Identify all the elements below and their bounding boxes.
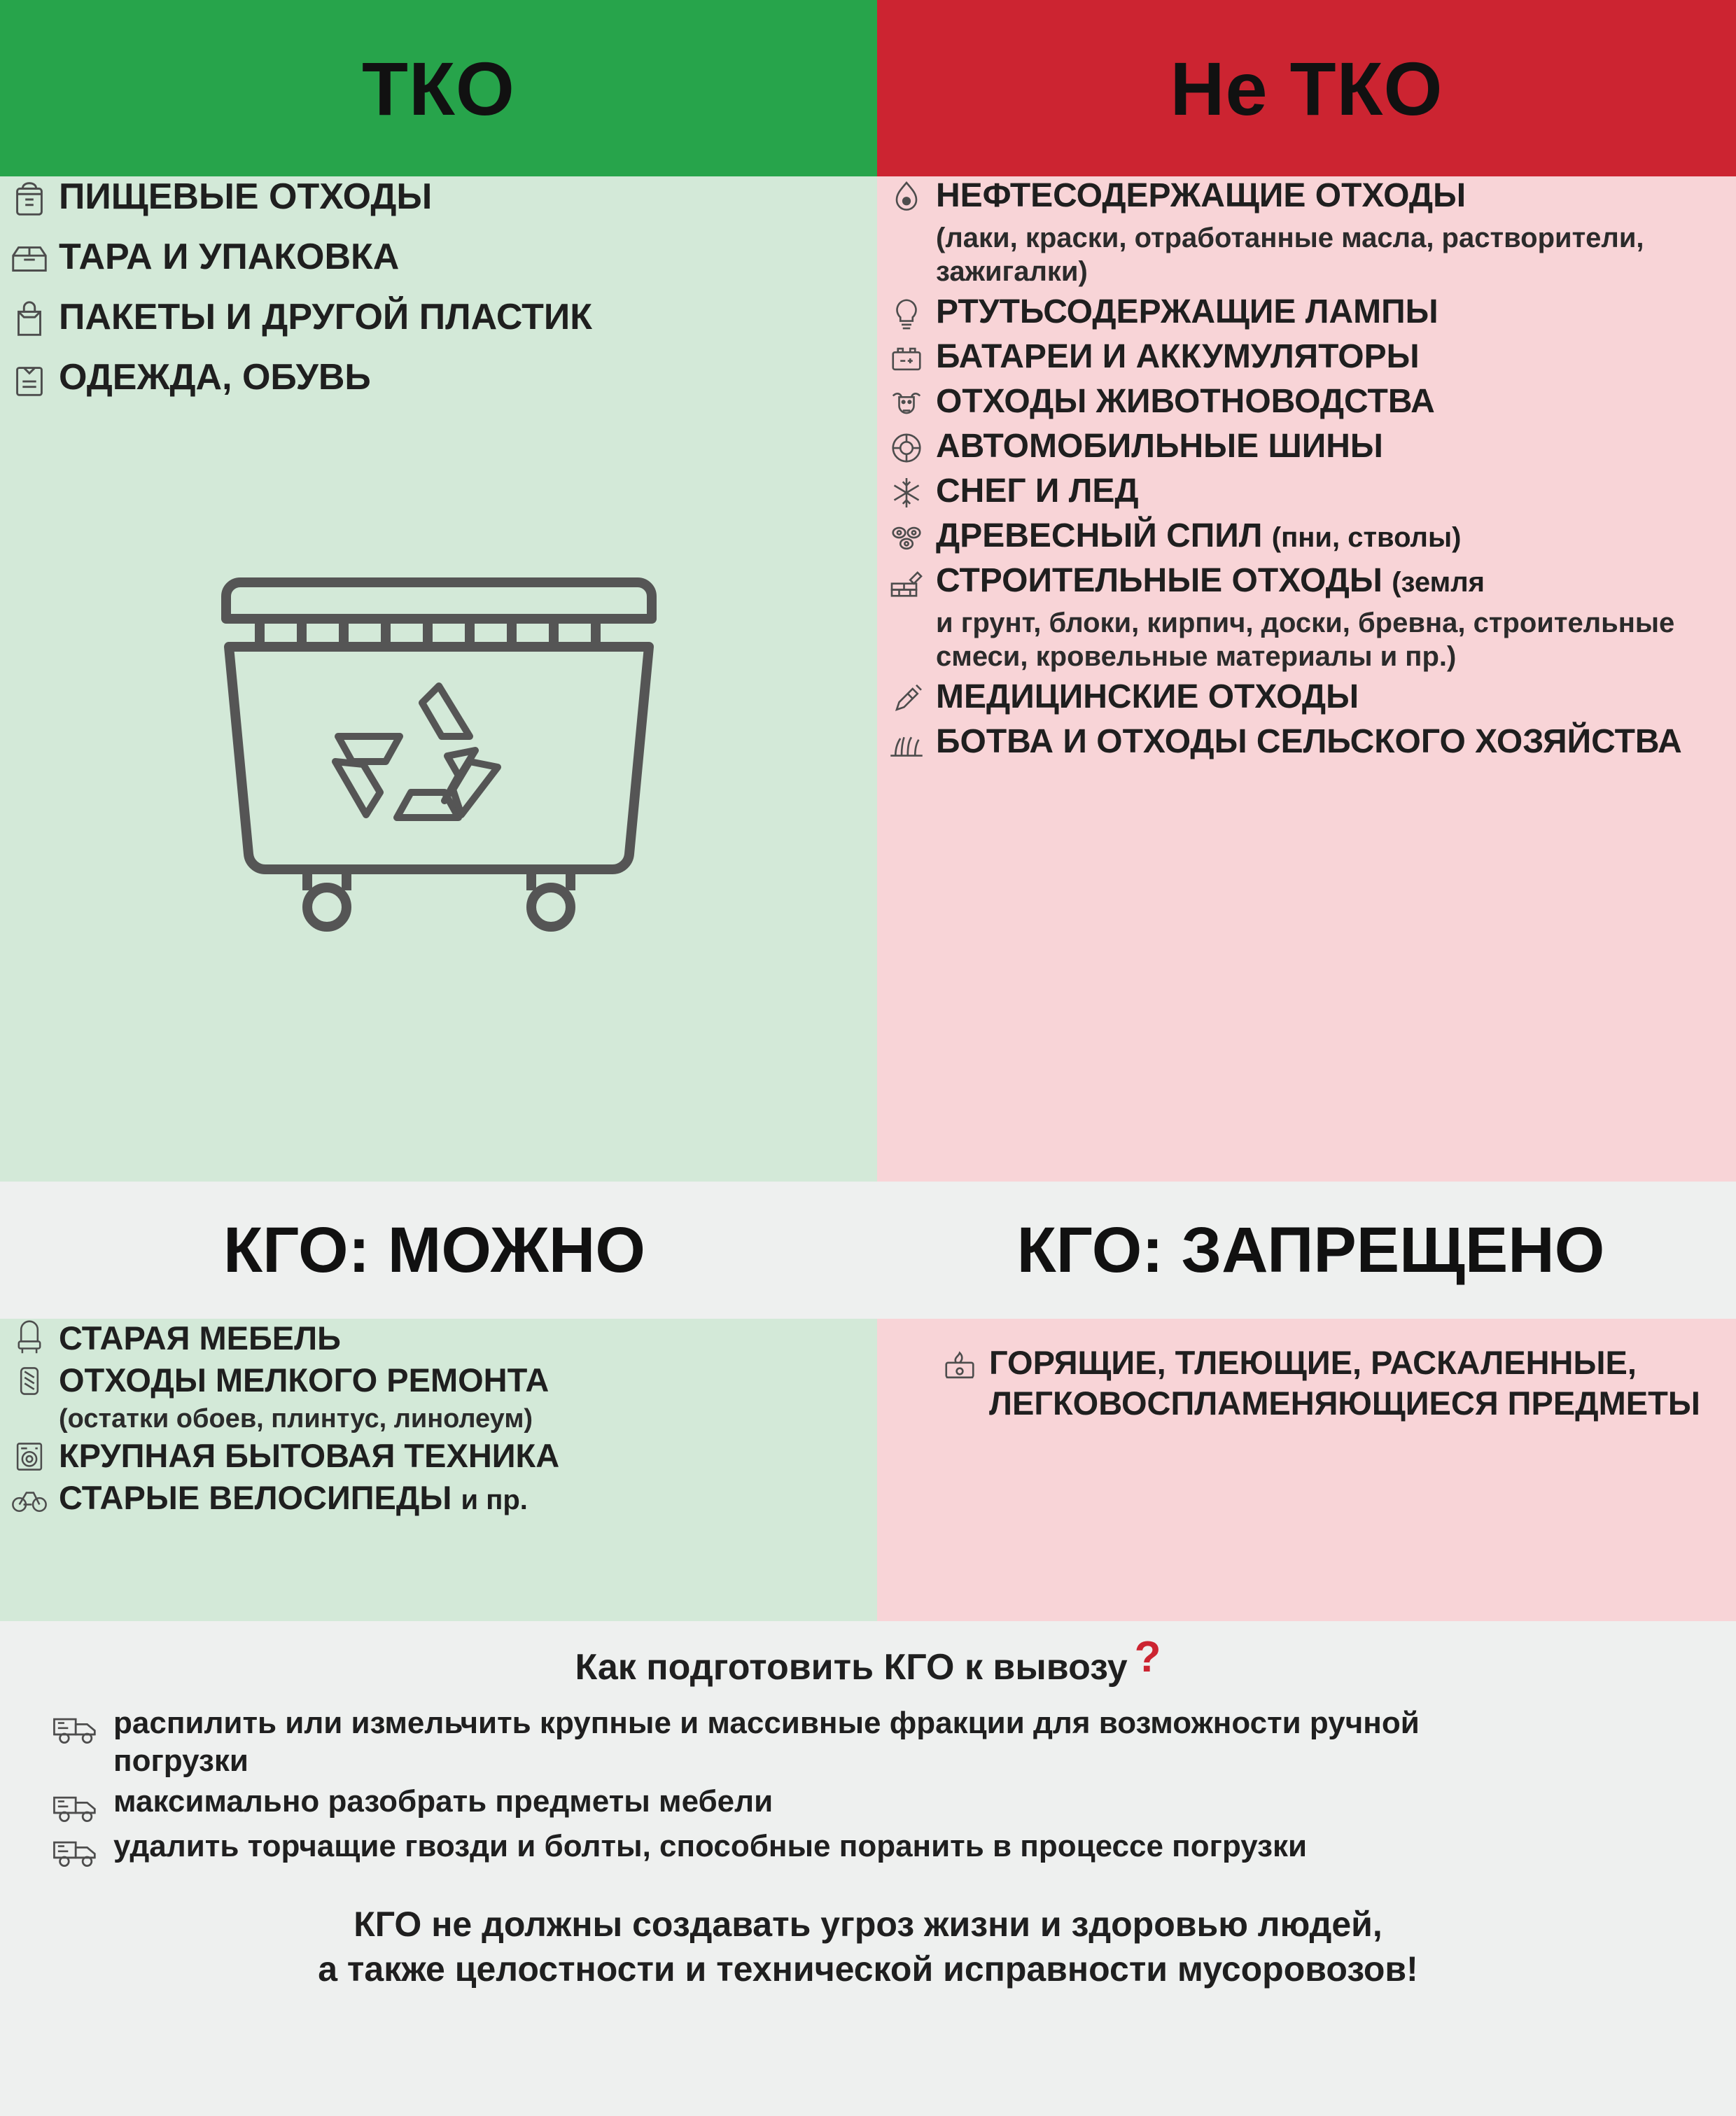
list-item-label: ДРЕВЕСНЫЙ СПИЛ (пни, стволы) [936, 517, 1462, 554]
not-tko-list [877, 176, 1736, 763]
top-header-row [0, 0, 1736, 176]
list-item [0, 357, 877, 402]
list-item [877, 561, 1736, 602]
list-item-label: распилить или измельчить крупные и массивные фракции для возможности ручной погрузки [113, 1706, 1420, 1778]
list-item [877, 1319, 1736, 1424]
list-item-label: СТАРАЯ МЕБЕЛЬ [59, 1319, 341, 1357]
armchair-icon [0, 1319, 59, 1358]
howto-title-text: Как подготовить КГО к вывозу [575, 1646, 1128, 1688]
kgo-allowed-list [0, 1319, 877, 1520]
list-item [877, 337, 1736, 378]
box-packaging-icon [0, 237, 59, 281]
light-bulb-icon [877, 293, 936, 333]
list-item [877, 472, 1736, 512]
header-tko: ТКО [0, 0, 877, 176]
list-item [41, 1828, 1695, 1870]
list-item-label: БОТВА И ОТХОДЫ СЕЛЬСКОГО ХОЗЯЙСТВА [936, 723, 1682, 760]
header-not-tko: Не ТКО [877, 0, 1736, 176]
howto-title [41, 1633, 1695, 1692]
logs-icon [877, 517, 936, 557]
syringe-icon [877, 678, 936, 718]
washing-machine-icon [0, 1436, 59, 1476]
tire-icon [877, 427, 936, 468]
list-item-inline-note: (земля [1392, 567, 1485, 598]
battery-icon [877, 337, 936, 378]
list-item-note: и грунт, блоки, кирпич, доски, бревна, строительные смеси, кровельные материалы и пр.) [936, 608, 1675, 672]
garbage-truck-icon [41, 1828, 113, 1870]
list-item-note: (остатки обоев, плинтус, линолеум) [59, 1404, 533, 1434]
list-item [0, 1436, 877, 1476]
garbage-truck-icon [41, 1704, 113, 1746]
list-item-label: ПАКЕТЫ И ДРУГОЙ ПЛАСТИК [59, 297, 592, 337]
bricks-trowel-icon [877, 561, 936, 602]
list-item [0, 176, 877, 221]
list-item [41, 1704, 1695, 1780]
plastic-bag-icon [0, 297, 59, 342]
list-item-label: БАТАРЕИ И АККУМУЛЯТОРЫ [936, 338, 1420, 375]
closing-line-2: а также целостности и технической исправности мусоровозов! [318, 1949, 1418, 1989]
footer [0, 1621, 1736, 2116]
cow-head-icon [877, 382, 936, 423]
kgo-allowed-panel [0, 1319, 877, 1621]
question-mark-icon: ? [1134, 1633, 1161, 1681]
list-item-inline-note: и пр. [461, 1485, 528, 1515]
mid-header-row [0, 1182, 1736, 1319]
tko-list [0, 176, 877, 402]
grass-icon [877, 722, 936, 763]
list-item [0, 237, 877, 281]
burning-object-icon [930, 1343, 989, 1386]
closing-line-1: КГО не должны создавать угроз жизни и здоровью людей, [354, 1905, 1382, 1944]
recycling-dumpster-illustration [0, 540, 877, 946]
list-item [0, 1361, 877, 1400]
not-tko-panel [877, 176, 1736, 1182]
clothes-icon [0, 357, 59, 402]
list-item-label: ОДЕЖДА, ОБУВЬ [59, 357, 371, 398]
secondary-columns [0, 1319, 1736, 1621]
list-item-inline-note: (пни, стволы) [1271, 522, 1462, 553]
recycling-dumpster-icon [187, 540, 691, 946]
list-item-label: СНЕГ И ЛЕД [936, 472, 1139, 510]
list-item-label: ОТХОДЫ МЕЛКОГО РЕМОНТА [59, 1361, 550, 1399]
list-item-note: (лаки, краски, отработанные масла, растворители, зажигалки) [936, 223, 1644, 287]
list-item [41, 1783, 1695, 1825]
snowflake-icon [877, 472, 936, 512]
list-item [0, 297, 877, 342]
list-item [0, 1478, 877, 1520]
bicycle-icon [0, 1478, 59, 1518]
list-item-label: максимально разобрать предметы мебели [113, 1784, 774, 1819]
list-item [877, 176, 1736, 217]
closing-statement [41, 1902, 1695, 1991]
list-item-label: удалить торчащие гвозди и болты, способные поранить в процессе погрузки [113, 1829, 1308, 1863]
list-item [877, 722, 1736, 763]
kgo-forbidden-panel [877, 1319, 1736, 1621]
list-item-label: СТАРЫЕ ВЕЛОСИПЕДЫ и пр. [59, 1479, 528, 1516]
header-kgo-forbidden: КГО: ЗАПРЕЩЕНО [1016, 1214, 1605, 1286]
list-item [877, 678, 1736, 718]
howto-list [41, 1704, 1695, 1870]
list-item [0, 1319, 877, 1358]
list-item [877, 293, 1736, 333]
food-waste-icon [0, 176, 59, 221]
list-item-label: ТАРА И УПАКОВКА [59, 237, 400, 277]
list-item-label: СТРОИТЕЛЬНЫЕ ОТХОДЫ (земля [936, 562, 1485, 599]
list-item-label: КРУПНАЯ БЫТОВАЯ ТЕХНИКА [59, 1437, 560, 1474]
header-kgo-allowed: КГО: МОЖНО [223, 1214, 645, 1286]
list-item [877, 517, 1736, 557]
list-item-label: РТУТЬСОДЕРЖАЩИЕ ЛАМПЫ [936, 293, 1438, 330]
wallpaper-roll-icon [0, 1361, 59, 1400]
tko-panel [0, 176, 877, 1182]
list-item-label: ГОРЯЩИЕ, ТЛЕЮЩИЕ, РАСКАЛЕННЫЕ, ЛЕГКОВОСПЛАМЕНЯЮЩИЕСЯ ПРЕДМЕТЫ [989, 1344, 1700, 1422]
list-item-label: ОТХОДЫ ЖИВОТНОВОДСТВА [936, 383, 1435, 420]
list-item-label: ПИЩЕВЫЕ ОТХОДЫ [59, 176, 433, 217]
list-item-label: НЕФТЕСОДЕРЖАЩИЕ ОТХОДЫ [936, 177, 1466, 214]
list-item-label: АВТОМОБИЛЬНЫЕ ШИНЫ [936, 428, 1383, 465]
list-item-label: МЕДИЦИНСКИЕ ОТХОДЫ [936, 678, 1359, 715]
garbage-truck-icon [41, 1783, 113, 1825]
list-item [877, 427, 1736, 468]
main-columns [0, 176, 1736, 1182]
list-item [877, 382, 1736, 423]
oil-flame-icon [877, 176, 936, 217]
